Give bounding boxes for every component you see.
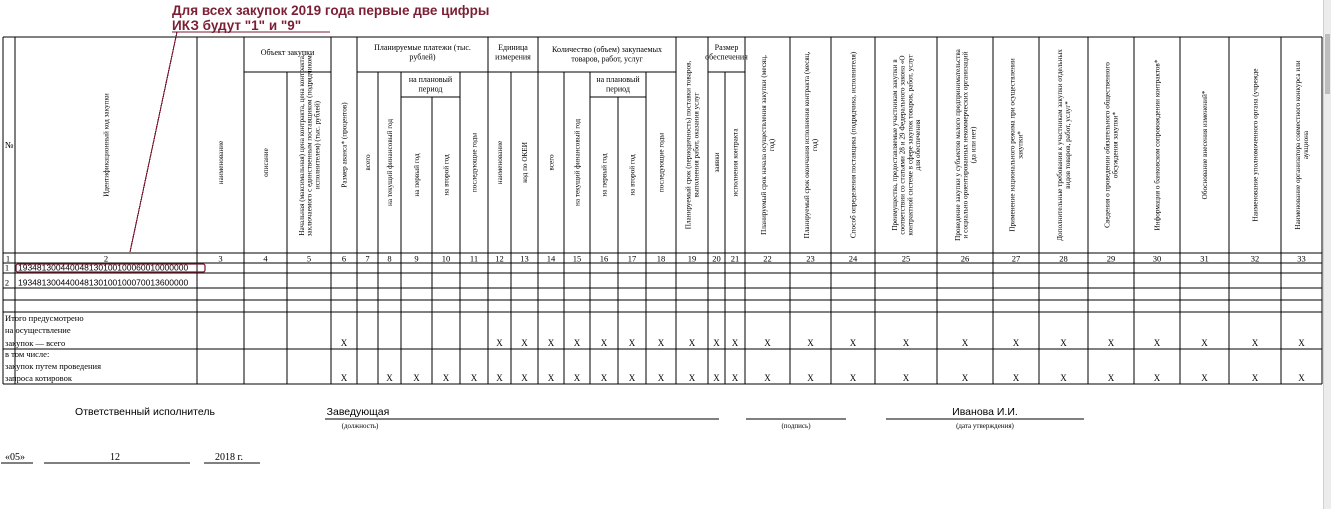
header-qty_current: на текущий финансовый год [573, 118, 582, 207]
callout-line-1: Для всех закупок 2019 года первые две цифры [172, 3, 490, 18]
header-pay_second: на второй год [442, 154, 451, 196]
totals-all-line-3: закупок — всего [5, 338, 66, 348]
mark-x: X [496, 373, 503, 383]
header-pay_current: на текущий финансовый год [386, 118, 395, 207]
header-ikz: Идентификационный код закупки [102, 93, 111, 197]
header-additional: Дополнительные требования к участникам закупки отдельныхвидов товаров, работ, услуг* [1056, 49, 1072, 241]
mark-x: X [688, 373, 696, 383]
column-number-5: 5 [306, 253, 312, 264]
position-value: Заведующая [326, 406, 390, 418]
column-number-9: 9 [414, 253, 419, 264]
column-number-31: 31 [1200, 253, 1209, 264]
mark-x: X [1298, 373, 1305, 383]
mark-x: X [442, 373, 450, 383]
totals-quote-line-3: запроса котировок [5, 373, 72, 383]
scrollbar-thumb[interactable] [1325, 34, 1330, 94]
mark-x: X [340, 338, 348, 348]
mark-x: X [657, 338, 665, 348]
column-number-27: 27 [1011, 253, 1021, 264]
mark-x: X [1298, 338, 1305, 348]
header-qty-group: Количество (объем) закупаемых товаров, работ, услуг [552, 45, 662, 64]
header-security-group: Размер обеспечения [705, 43, 748, 62]
mark-x: X [961, 373, 969, 383]
column-number-33: 33 [1297, 253, 1306, 264]
mark-x: X [731, 373, 739, 383]
column-number-16: 16 [599, 253, 609, 264]
mark-x: X [573, 338, 581, 348]
column-number-23: 23 [806, 253, 815, 264]
column-number-20: 20 [712, 253, 721, 264]
mark-x: X [657, 373, 665, 383]
header-pay_total: всего [364, 154, 373, 171]
date-year: 2018 г. [215, 452, 243, 463]
column-number-10: 10 [441, 253, 451, 264]
row-number: 1 [4, 262, 10, 273]
vertical-scrollbar[interactable] [1323, 0, 1331, 509]
column-number-22: 22 [763, 253, 772, 264]
callout-pointer-line [130, 32, 177, 252]
column-number-7: 7 [365, 253, 370, 264]
mark-x: X [628, 373, 636, 383]
mark-x: X [1201, 338, 1208, 348]
column-number-26: 26 [960, 253, 970, 264]
mark-x: X [386, 373, 393, 383]
mark-x: X [1153, 373, 1161, 383]
mark-x: X [600, 338, 608, 348]
header-smp: Проведение закупки у субъектов малого предпринимательстваи социально ориентированных некоммерческих организаций(да или нет) [953, 49, 978, 241]
mark-x: X [1251, 338, 1259, 348]
header-pay_later: последующие годы [470, 132, 479, 193]
column-number-14: 14 [546, 253, 556, 264]
header-unit-group: Единица измерения [495, 43, 531, 62]
column-number-25: 25 [901, 253, 911, 264]
mark-x: X [1107, 373, 1115, 383]
mark-x: X [1107, 338, 1115, 348]
column-number-15: 15 [572, 253, 582, 264]
mark-x: X [573, 373, 581, 383]
header-changes: Обоснование внесения изменений* [1201, 90, 1210, 200]
header-method: Способ определения поставщика (подрядчика, исполнителя) [849, 51, 858, 239]
callout-line-2: ИКЗ будут "1" и "9" [172, 18, 302, 33]
header-qty_second: на второй год [628, 154, 637, 196]
column-number-12: 12 [495, 253, 504, 264]
name-value: Иванова И.И. [952, 406, 1018, 418]
ikz-callout-note [172, 3, 490, 33]
mark-x: X [807, 373, 814, 383]
column-number-24: 24 [848, 253, 858, 264]
totals-all-line-1: Итого предусмотрено [5, 313, 84, 323]
column-number-19: 19 [687, 253, 697, 264]
mark-x: X [1201, 373, 1208, 383]
mark-x: X [1060, 373, 1067, 383]
column-number-2: 2 [103, 253, 109, 264]
header-national: Применение национального режима при осуществлениизакупки* [1008, 58, 1025, 232]
column-number-1: 1 [5, 253, 11, 264]
column-number-29: 29 [1106, 253, 1116, 264]
header-qty_total: всего [547, 154, 556, 171]
mark-x: X [521, 338, 528, 348]
mark-x: X [1012, 338, 1020, 348]
header-discussion: Сведения о проведении обязательного общественногообсуждения закупки* [1103, 62, 1120, 228]
mark-x: X [713, 373, 720, 383]
mark-x: X [600, 373, 608, 383]
column-number-18: 18 [656, 253, 666, 264]
header-unit_name: наименование [496, 140, 505, 185]
mark-x: X [1060, 338, 1067, 348]
responsible-label: Ответственный исполнитель [75, 406, 215, 418]
mark-x: X [628, 338, 636, 348]
mark-x: X [340, 373, 348, 383]
mark-x: X [713, 338, 720, 348]
header-periodicity: Планируемый срок (периодичность) поставки товаров,выполнения работ, оказания услуг [684, 60, 701, 230]
column-number-8: 8 [387, 253, 392, 264]
header-organizer: Наименование организатора совместного конкурса илиаукциона [1294, 60, 1310, 230]
header-unit_code: код по ОКЕИ [521, 142, 530, 183]
mark-x: X [807, 338, 814, 348]
mark-x: X [731, 338, 739, 348]
header-sec_bid: заявки [713, 152, 722, 173]
column-number-21: 21 [730, 253, 740, 264]
mark-x: X [764, 373, 771, 383]
ikz-cell: 193481300440048130100100070013600000 [18, 277, 189, 288]
mark-x: X [849, 373, 857, 383]
header-advantages: Преимущества, предоставляемые участникам закупки всоответствии со статьями 28 и 29 Федерального закона «Оконтрактной системе в сфере закупок товаров, работ, услугдля обеспечения [890, 54, 923, 236]
header-payments-group: Планируемые платежи (тыс. рублей) [374, 43, 471, 62]
totals-quote-line-1: в том числе: [5, 349, 50, 359]
header-obj_name: наименование [217, 140, 226, 185]
mark-x: X [547, 373, 555, 383]
column-number-17: 17 [627, 253, 637, 264]
header-pay-plan-group: на плановый период [408, 75, 453, 94]
mark-x: X [1012, 373, 1020, 383]
totals-quote-line-2: закупок путем проведения [5, 361, 102, 371]
signature-caption: (подпись) [781, 422, 811, 430]
date-caption: (дата утверждения) [956, 422, 1014, 430]
header-pay_first: на первый год [413, 153, 422, 197]
column-number-11: 11 [469, 253, 479, 264]
mark-x: X [413, 373, 420, 383]
ikz-cell: 193481300440048130100100060010000000 [18, 262, 189, 273]
column-number-32: 32 [1250, 253, 1260, 264]
mark-x: X [470, 373, 478, 383]
header-bank: Информация о банковском сопровождении контрактов* [1153, 59, 1162, 231]
column-number-3: 3 [218, 253, 223, 264]
column-number-4: 4 [263, 253, 268, 264]
header-qty_first: на первый год [600, 153, 609, 197]
mark-x: X [496, 338, 503, 348]
header-nmck: Начальная (максимальная) цена контракта, цена контракта,заключаемого с единственным поставщиком (подрядчиком,исполнителем) (тыс. рублей) [297, 53, 322, 237]
mark-x: X [849, 338, 857, 348]
date-day: «05» [5, 452, 25, 463]
mark-x: X [547, 338, 555, 348]
mark-x: X [1251, 373, 1259, 383]
mark-x: X [521, 373, 528, 383]
mark-x: X [688, 338, 696, 348]
header-start_date: Планируемый срок начала осуществления закупки (месяц,год) [760, 55, 776, 235]
header-object-group: Объект закупки [260, 47, 315, 57]
header-authorized: Наименование уполномоченного органа (учрежде [1251, 68, 1260, 222]
header-qty-plan-group: на плановый период [596, 75, 640, 94]
header-qty_later: последующие годы [657, 132, 666, 193]
column-number-6: 6 [341, 253, 347, 264]
date-month: 12 [110, 452, 120, 463]
column-number-13: 13 [520, 253, 529, 264]
mark-x: X [902, 338, 910, 348]
mark-x: X [1153, 338, 1161, 348]
row-number: 2 [4, 277, 10, 288]
header-obj_desc: описание [262, 148, 271, 177]
header-num: № [4, 140, 14, 150]
header-advance: Размер аванса* (процентов) [340, 102, 349, 188]
totals-all-line-2: на осуществление [5, 325, 71, 335]
column-number-30: 30 [1152, 253, 1162, 264]
mark-x: X [961, 338, 969, 348]
header-end_date: Планируемый срок окончания исполнения контракта (месяц,год) [803, 51, 819, 239]
mark-x: X [764, 338, 771, 348]
mark-x: X [902, 373, 910, 383]
header-sec_contract: исполнения контракта [731, 128, 740, 197]
column-number-28: 28 [1059, 253, 1068, 264]
position-caption: (должность) [341, 422, 379, 430]
